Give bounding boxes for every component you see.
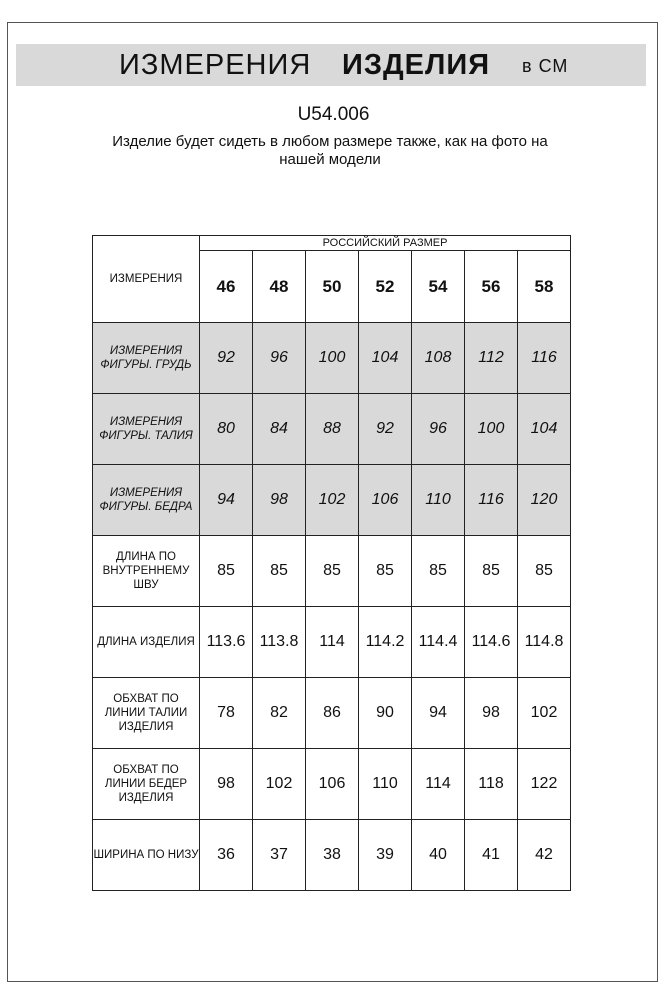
table-row [93, 820, 571, 891]
row-label: ШИРИНА ПО НИЗУ [93, 820, 200, 891]
table-cell: 114.6 [465, 607, 518, 678]
table-cell: 106 [306, 749, 359, 820]
fit-note: Изделие будет сидеть в любом размере также, как на фото на нашей модели [112, 133, 548, 168]
table-cell: 100 [465, 394, 518, 465]
table-cell: 102 [306, 465, 359, 536]
title-word-measurements: ИЗМЕРЕНИЯ [119, 49, 312, 81]
table-row [93, 394, 571, 465]
size-header: 48 [253, 251, 306, 323]
table-cell: 85 [412, 536, 465, 607]
row-label: ДЛИНА ПО ВНУТРЕННЕМУ ШВУ [93, 536, 200, 607]
table-cell: 114.4 [412, 607, 465, 678]
size-header: 52 [359, 251, 412, 323]
table-cell: 113.6 [200, 607, 253, 678]
table-cell: 114 [306, 607, 359, 678]
table-cell: 102 [253, 749, 306, 820]
corner-label: ИЗМЕРЕНИЯ [93, 236, 200, 323]
table-cell: 110 [412, 465, 465, 536]
table-cell: 88 [306, 394, 359, 465]
table-row [93, 607, 571, 678]
table-cell: 114.8 [518, 607, 571, 678]
table-row [93, 678, 571, 749]
table-cell: 84 [253, 394, 306, 465]
table-cell: 92 [359, 394, 412, 465]
table-cell: 98 [465, 678, 518, 749]
table-cell: 102 [518, 678, 571, 749]
table-cell: 36 [200, 820, 253, 891]
product-code: U54.006 [297, 104, 370, 125]
table-cell: 96 [412, 394, 465, 465]
table-cell: 116 [465, 465, 518, 536]
table-cell: 104 [518, 394, 571, 465]
table-cell: 85 [518, 536, 571, 607]
table-cell: 85 [306, 536, 359, 607]
table-cell: 113.8 [253, 607, 306, 678]
table-cell: 37 [253, 820, 306, 891]
table-cell: 110 [359, 749, 412, 820]
table-cell: 118 [465, 749, 518, 820]
table-cell: 41 [465, 820, 518, 891]
table-cell: 98 [253, 465, 306, 536]
table-cell: 92 [200, 323, 253, 394]
table-cell: 85 [359, 536, 412, 607]
row-label: ИЗМЕРЕНИЯ ФИГУРЫ. БЕДРА [93, 465, 200, 536]
table-cell: 40 [412, 820, 465, 891]
table-cell: 94 [200, 465, 253, 536]
size-header: 54 [412, 251, 465, 323]
title-band [16, 44, 646, 86]
title-unit: в СМ [522, 56, 569, 76]
table-cell: 85 [465, 536, 518, 607]
table-cell: 96 [253, 323, 306, 394]
table-cell: 82 [253, 678, 306, 749]
table-cell: 108 [412, 323, 465, 394]
table-cell: 112 [465, 323, 518, 394]
table-cell: 104 [359, 323, 412, 394]
row-label: ИЗМЕРЕНИЯ ФИГУРЫ. ГРУДЬ [93, 323, 200, 394]
table-cell: 106 [359, 465, 412, 536]
table-cell: 80 [200, 394, 253, 465]
table-cell: 86 [306, 678, 359, 749]
size-header: 46 [200, 251, 253, 323]
table-cell: 114.2 [359, 607, 412, 678]
table-row [93, 749, 571, 820]
table-cell: 85 [253, 536, 306, 607]
table-cell: 116 [518, 323, 571, 394]
size-group-label: РОССИЙСКИЙ РАЗМЕР [200, 236, 571, 251]
table-cell: 42 [518, 820, 571, 891]
size-table [92, 235, 571, 891]
table-cell: 122 [518, 749, 571, 820]
table-cell: 100 [306, 323, 359, 394]
table-row [93, 536, 571, 607]
table-cell: 90 [359, 678, 412, 749]
table-cell: 39 [359, 820, 412, 891]
table-cell: 85 [200, 536, 253, 607]
table-cell: 98 [200, 749, 253, 820]
size-header: 58 [518, 251, 571, 323]
table-cell: 120 [518, 465, 571, 536]
table-cell: 78 [200, 678, 253, 749]
title-word-garment: ИЗДЕЛИЯ [342, 49, 491, 81]
table-row [93, 323, 571, 394]
table-cell: 38 [306, 820, 359, 891]
row-label: ДЛИНА ИЗДЕЛИЯ [93, 607, 200, 678]
size-header: 50 [306, 251, 359, 323]
table-cell: 114 [412, 749, 465, 820]
table-row [93, 465, 571, 536]
size-header: 56 [465, 251, 518, 323]
row-label: ИЗМЕРЕНИЯ ФИГУРЫ. ТАЛИЯ [93, 394, 200, 465]
row-label: ОБХВАТ ПО ЛИНИИ БЕДЕР ИЗДЕЛИЯ [93, 749, 200, 820]
table-cell: 94 [412, 678, 465, 749]
row-label: ОБХВАТ ПО ЛИНИИ ТАЛИИ ИЗДЕЛИЯ [93, 678, 200, 749]
